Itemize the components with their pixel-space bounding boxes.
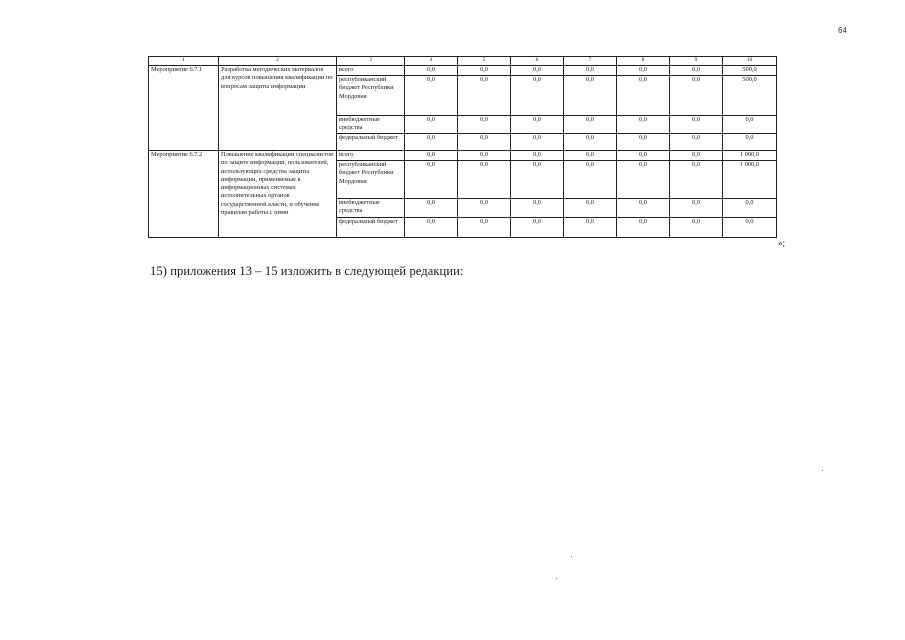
amount-cell: 0,0: [405, 151, 458, 161]
amount-cell: 0,0: [723, 116, 777, 134]
amount-cell: 0,0: [405, 76, 458, 116]
amount-cell: 0,0: [564, 199, 617, 218]
measure-description: Разработка методических материалов для курсов повышения квалификации по вопросам защиты информации: [219, 66, 337, 151]
scan-speck: [571, 556, 572, 557]
amount-cell: 0,0: [564, 134, 617, 151]
amount-cell: 0,0: [617, 199, 670, 218]
scan-speck: [556, 578, 557, 579]
amount-cell: 0,0: [511, 76, 564, 116]
column-header: 10: [723, 57, 777, 66]
scan-speck: [822, 470, 823, 471]
column-header: 7: [564, 57, 617, 66]
amendment-paragraph: 15) приложения 13 – 15 изложить в следующей редакции:: [150, 264, 464, 278]
amount-cell: 0,0: [458, 116, 511, 134]
amount-cell: 0,0: [511, 199, 564, 218]
table-row: [149, 66, 777, 76]
amount-cell: 0,0: [564, 151, 617, 161]
amount-cell: 0,0: [670, 76, 723, 116]
funding-source: федеральный бюджет: [337, 134, 405, 151]
funding-source: всего: [337, 151, 405, 161]
amount-cell: 1 000,0: [723, 161, 777, 199]
amount-cell: 0,0: [511, 134, 564, 151]
amount-cell: 0,0: [458, 134, 511, 151]
amount-cell: 0,0: [670, 218, 723, 238]
amount-cell: 0,0: [723, 199, 777, 218]
funding-source: федеральный бюджет: [337, 218, 405, 238]
amount-cell: 0,0: [564, 66, 617, 76]
funding-source: внебюджетные средства: [337, 199, 405, 218]
funding-source: республиканский бюджет Республики Мордовия: [337, 76, 405, 116]
budget-table: [148, 56, 777, 238]
column-header: 2: [219, 57, 337, 66]
amount-cell: 0,0: [458, 218, 511, 238]
amount-cell: 0,0: [511, 218, 564, 238]
amount-cell: 0,0: [511, 116, 564, 134]
column-header: 1: [149, 57, 219, 66]
amount-cell: 0,0: [564, 76, 617, 116]
column-header: 4: [405, 57, 458, 66]
amount-cell: 0,0: [617, 116, 670, 134]
amount-cell: 0,0: [405, 161, 458, 199]
amount-cell: 0,0: [670, 199, 723, 218]
amount-cell: 0,0: [564, 218, 617, 238]
funding-source: республиканский бюджет Республики Мордовия: [337, 161, 405, 199]
amount-cell: 0,0: [511, 66, 564, 76]
amount-cell: 0,0: [670, 66, 723, 76]
amount-cell: 0,0: [458, 161, 511, 199]
amount-cell: 0,0: [617, 76, 670, 116]
amount-cell: 0,0: [405, 199, 458, 218]
page-number: 64: [838, 26, 847, 35]
amount-cell: 0,0: [564, 161, 617, 199]
amount-cell: 0,0: [511, 161, 564, 199]
table-row: [149, 151, 777, 161]
amount-cell: 0,0: [617, 66, 670, 76]
measure-description: Повышение квалификации специалистов по защите информации, пользователей, использующих средства защиты информации, применяемые в информационных системах исполнительных органов государственной власти, и обучение правилам работы с ними: [219, 151, 337, 238]
column-header: 8: [617, 57, 670, 66]
amount-cell: 0,0: [458, 151, 511, 161]
amount-cell: 0,0: [617, 218, 670, 238]
amount-cell: 0,0: [458, 76, 511, 116]
amount-cell: 0,0: [617, 151, 670, 161]
measure-id: Мероприятие 6.7.1: [149, 66, 219, 151]
amount-cell: 0,0: [617, 161, 670, 199]
amount-cell: 500,0: [723, 66, 777, 76]
amount-cell: 500,0: [723, 76, 777, 116]
closing-quote: »;: [778, 238, 786, 248]
amount-cell: 0,0: [458, 66, 511, 76]
amount-cell: 0,0: [617, 134, 670, 151]
amount-cell: 1 000,0: [723, 151, 777, 161]
amount-cell: 0,0: [405, 116, 458, 134]
amount-cell: 0,0: [405, 134, 458, 151]
measure-id: Мероприятие 6.7.2: [149, 151, 219, 238]
amount-cell: 0,0: [670, 151, 723, 161]
amount-cell: 0,0: [405, 66, 458, 76]
column-header: 6: [511, 57, 564, 66]
amount-cell: 0,0: [564, 116, 617, 134]
amount-cell: 0,0: [405, 218, 458, 238]
column-header: 5: [458, 57, 511, 66]
amount-cell: 0,0: [670, 161, 723, 199]
amount-cell: 0,0: [723, 218, 777, 238]
amount-cell: 0,0: [723, 134, 777, 151]
amount-cell: 0,0: [458, 199, 511, 218]
table-header-row: [149, 57, 777, 66]
amount-cell: 0,0: [670, 134, 723, 151]
funding-source: всего: [337, 66, 405, 76]
amount-cell: 0,0: [670, 116, 723, 134]
column-header: 3: [337, 57, 405, 66]
amount-cell: 0,0: [511, 151, 564, 161]
funding-source: внебюджетные средства: [337, 116, 405, 134]
column-header: 9: [670, 57, 723, 66]
